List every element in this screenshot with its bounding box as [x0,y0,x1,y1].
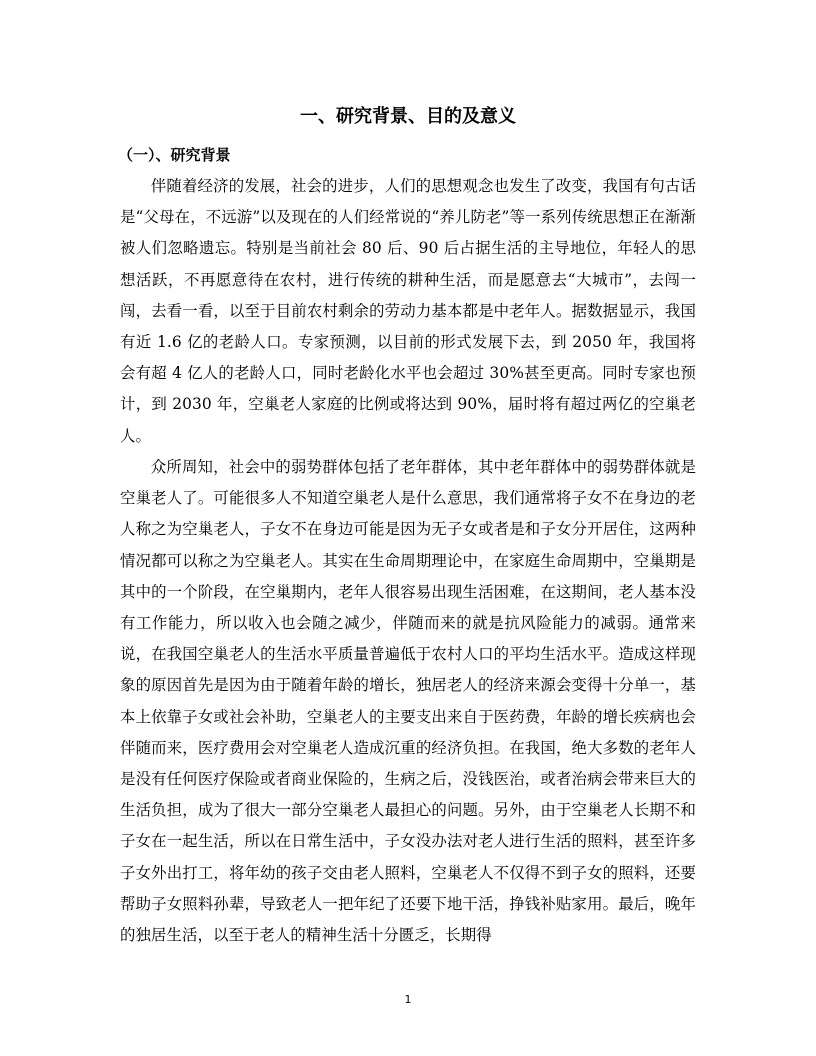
page-title: 一、研究背景、目的及意义 [300,106,516,127]
page-number: 1 [404,993,412,1006]
body-paragraph-1: 伴随着经济的发展，社会的进步，人们的思想观念也发生了改变，我国有句古话是“父母在，不远游”以及现在的人们经常说的“养儿防老”等一系列传统思想正在渐渐被人们忽略遗忘。特别是当前社会 80 后、90 后占据生活的主导地位，年轻人的思想活跃，不再愿意待在农村，进行传统的耕种生活，而是愿意去“大城市”，去闯一闯，去看一看，以至于目前农村剩余的劳动力基本都是中老年人。据数据显示，我国有近 1.6 亿的老龄人口。专家预测，以目前的形式发展下去，到 2050 年，我国将会有超 4 亿人的老龄人口，同时老龄化水平也会超过 30%甚至更高。同时专家也预计，到 2030 年，空巢老人家庭的比例或将达到 90%，届时将有超过两亿的空巢老人。 [120,177,696,445]
body-paragraph-2: 众所周知，社会中的弱势群体包括了老年群体，其中老年群体中的弱势群体就是空巢老人了。可能很多人不知道空巢老人是什么意思，我们通常将子女不在身边的老人称之为空巢老人，子女不在身边可能是因为无子女或者是和子女分开居住，这两种情况都可以称之为空巢老人。其实在生命周期理论中，在家庭生命周期中，空巢期是其中的一个阶段，在空巢期内，老年人很容易出现生活困难，在这期间，老人基本没有工作能力，所以收入也会随之减少，伴随而来的就是抗风险能力的减弱。通常来说，在我国空巢老人的生活水平质量普遍低于农村人口的平均生活水平。造成这样现象的原因首先是因为由于随着年龄的增长，独居老人的经济来源会变得十分单一，基本上依靠子女或社会补助，空巢老人的主要支出来自于医药费，年龄的增长疾病也会伴随而来，医疗费用会对空巢老人造成沉重的经济负担。在我国，绝大多数的老年人是没有任何医疗保险或者商业保险的，生病之后，没钱医治，或者治病会带来巨大的生活负担，成为了很大一部分空巢老人最担心的问题。另外，由于空巢老人长期不和子女在一起生活，所以在日常生活中，子女没办法对老人进行生活的照料，甚至许多子女外出打工，将年幼的孩子交由老人照料，空巢老人不仅得不到子女的照料，还要帮助子女照料孙辈，导致老人一把年纪了还要下地干活，挣钱补贴家用。最后，晚年的独居生活，以至于老人的精神生活十分匮乏，长期得 [120,458,696,945]
section-heading: （一）、研究背景 [118,146,231,164]
